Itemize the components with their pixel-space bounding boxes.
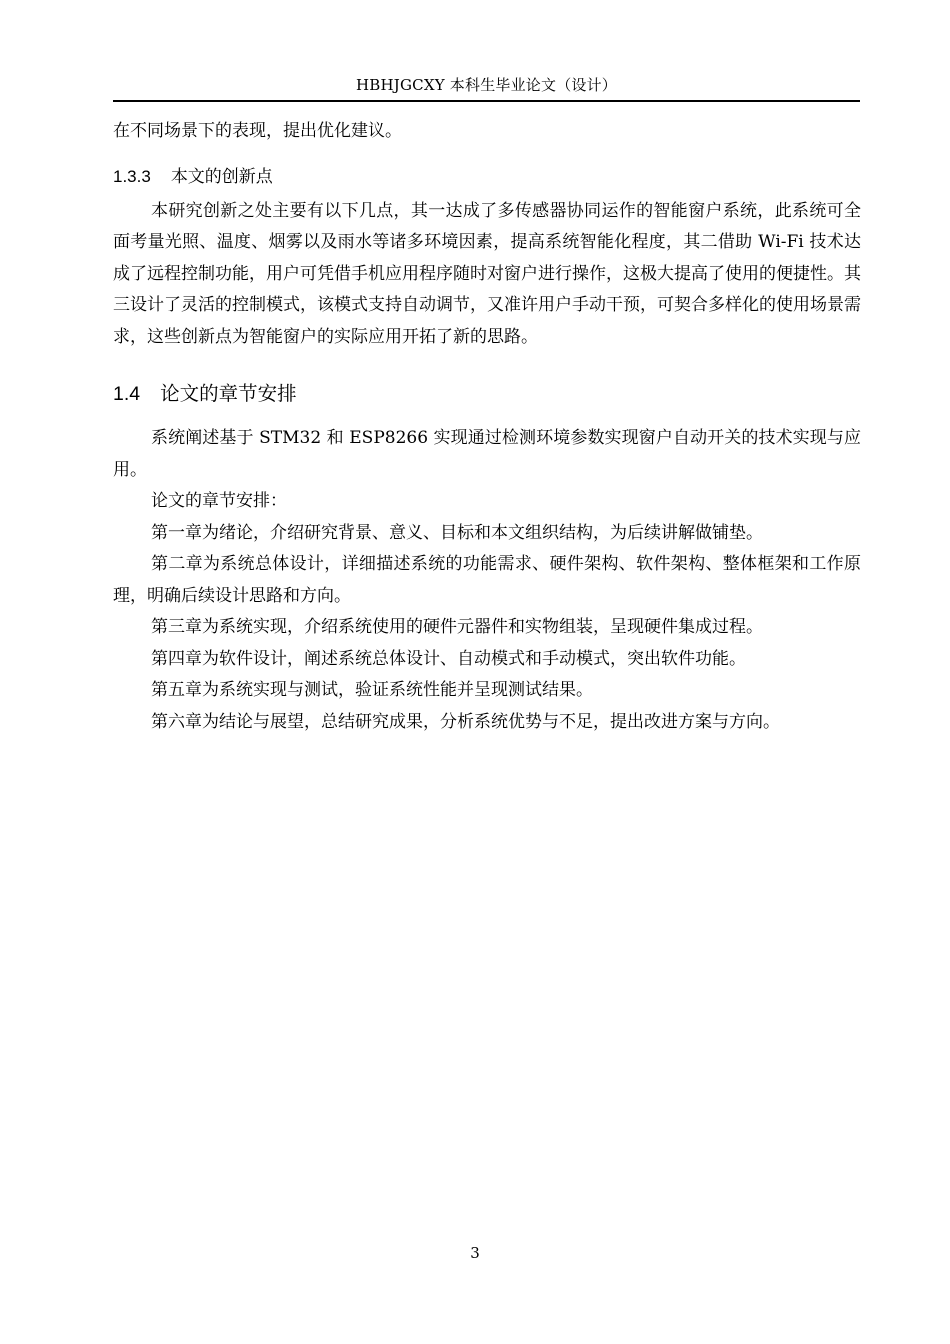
chapter-6-paragraph: 第六章为结论与展望，总结研究成果，分析系统优势与不足，提出改进方案与方向。: [151, 711, 780, 732]
header-rule: [113, 100, 860, 102]
page-body: [113, 116, 861, 738]
innovation-paragraph: 本研究创新之处主要有以下几点，其一达成了多传感器协同运作的智能窗户系统，此系统可全面考量光照、温度、烟雾以及雨水等诸多环境因素，提高系统智能化程度，其二借助 Wi-Fi 技术达成了远程控制功能，用户可凭借手机应用程序随时对窗户进行操作，这极大提高了使用的便捷性。其三设计了灵活的控制模式，该模式支持自动调节，又准许用户手动干预，可契合多样化的使用场景需求，这些创新点为智能窗户的实际应用开拓了新的思路。: [113, 200, 861, 347]
section-number: 1.4: [113, 383, 141, 405]
section-title: 论文的章节安排: [160, 382, 297, 405]
section-number: 1.3.3: [113, 166, 151, 186]
chapter-1-paragraph: 第一章为绪论，介绍研究背景、意义、目标和本文组织结构，为后续讲解做铺垫。: [151, 522, 763, 543]
chapter-2-paragraph: 第二章为系统总体设计，详细描述系统的功能需求、硬件架构、软件架构、整体框架和工作原理，明确后续设计思路和方向。: [113, 554, 861, 606]
chapter-4-paragraph: 第四章为软件设计，阐述系统总体设计、自动模式和手动模式，突出软件功能。: [151, 648, 746, 669]
overview-paragraph: 系统阐述基于 STM32 和 ESP8266 实现通过检测环境参数实现窗户自动开关的技术实现与应用。: [113, 428, 861, 480]
page-number: 3: [470, 1244, 480, 1262]
section-title: 本文的创新点: [170, 166, 273, 187]
chapter-3-paragraph: 第三章为系统实现，介绍系统使用的硬件元器件和实物组装，呈现硬件集成过程。: [151, 617, 763, 637]
chapter-intro-paragraph: 论文的章节安排：: [151, 491, 287, 511]
chapter-5-paragraph: 第五章为系统实现与测试，验证系统性能并呈现测试结果。: [151, 680, 593, 700]
running-header: HBHJGCXY 本科生毕业论文（设计）: [355, 76, 617, 94]
section-heading-1-4: [113, 379, 861, 409]
continuation-paragraph: 在不同场景下的表现，提出优化建议。: [113, 121, 402, 141]
section-heading-1-3-3: [113, 164, 861, 190]
